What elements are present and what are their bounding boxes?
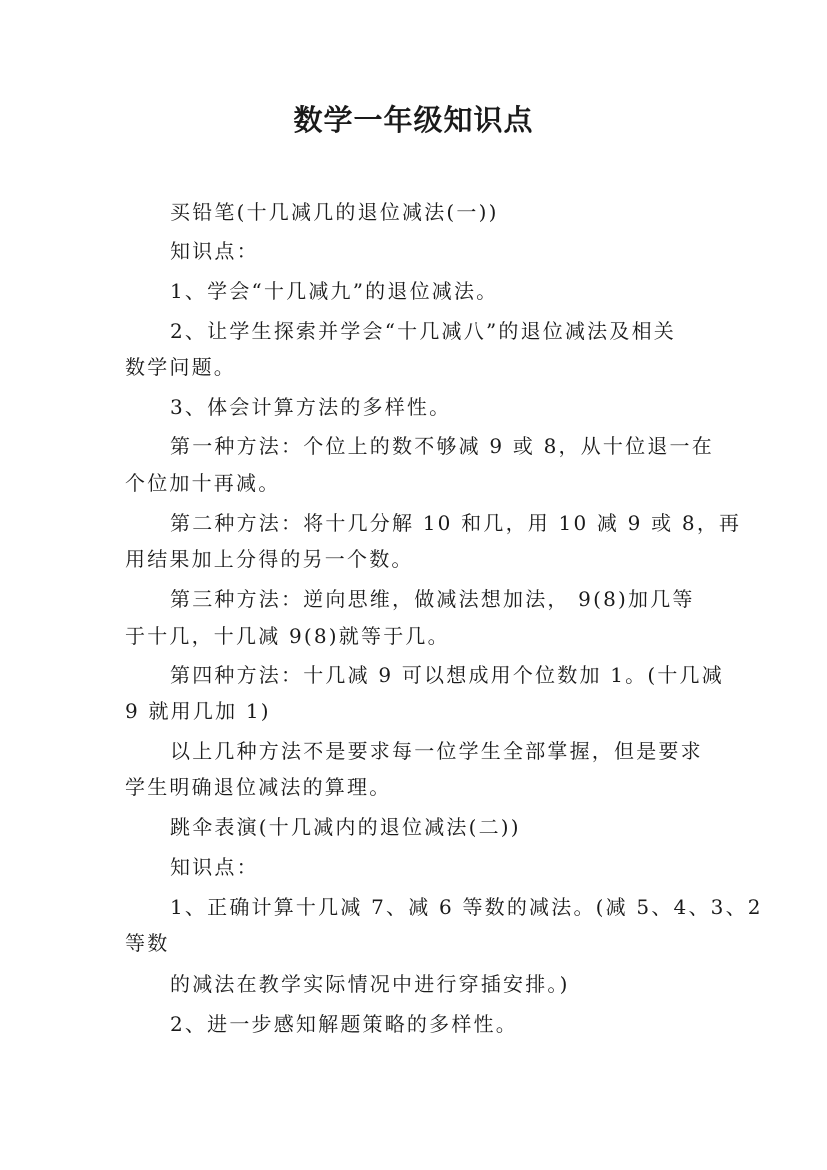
knowledge-points-label: 知识点： (170, 239, 259, 263)
method-1-line-1: 第一种方法：个位上的数不够减 9 或 8，从十位退一在 (170, 434, 714, 458)
point-1-section-2-line-1: 1、正确计算十几减 7、减 6 等数的减法。(减 5、4、3、2 (170, 895, 763, 919)
knowledge-points-label-2: 知识点： (170, 855, 259, 879)
point-2-line-1: 2、让学生探索并学会“十几减八”的退位减法及相关 (170, 319, 676, 343)
point-2-line-2: 数学问题。 (125, 355, 236, 379)
section-heading-parachute: 跳伞表演(十几减内的退位减法(二)) (170, 815, 521, 839)
summary-line-2: 学生明确退位减法的算理。 (125, 775, 392, 799)
point-1-section-2-line-3: 的减法在教学实际情况中进行穿插安排。) (170, 972, 570, 996)
method-2-line-2: 用结果加上分得的另一个数。 (125, 547, 414, 571)
method-1-line-2: 个位加十再减。 (125, 471, 281, 495)
section-heading-buy-pencils: 买铅笔(十几减几的退位减法(一)) (170, 200, 499, 224)
method-4-line-1: 第四种方法：十几减 9 可以想成用个位数加 1。(十几减 (170, 663, 724, 687)
point-1-section-2-line-2: 等数 (125, 931, 170, 955)
method-2-line-1: 第二种方法：将十几分解 10 和几，用 10 减 9 或 8，再 (170, 511, 742, 535)
method-3-line-2: 于十几，十几减 9(8)就等于几。 (125, 624, 450, 648)
method-3-line-1: 第三种方法：逆向思维，做减法想加法， 9(8)加几等 (170, 587, 695, 611)
point-2-section-2: 2、进一步感知解题策略的多样性。 (170, 1012, 518, 1036)
document-title: 数学一年级知识点 (293, 103, 534, 137)
point-3: 3、体会计算方法的多样性。 (170, 395, 452, 419)
summary-line-1: 以上几种方法不是要求每一位学生全部掌握，但是要求 (170, 739, 703, 763)
point-1: 1、学会“十几减九”的退位减法。 (170, 279, 499, 303)
method-4-line-2: 9 就用几加 1) (125, 699, 271, 723)
